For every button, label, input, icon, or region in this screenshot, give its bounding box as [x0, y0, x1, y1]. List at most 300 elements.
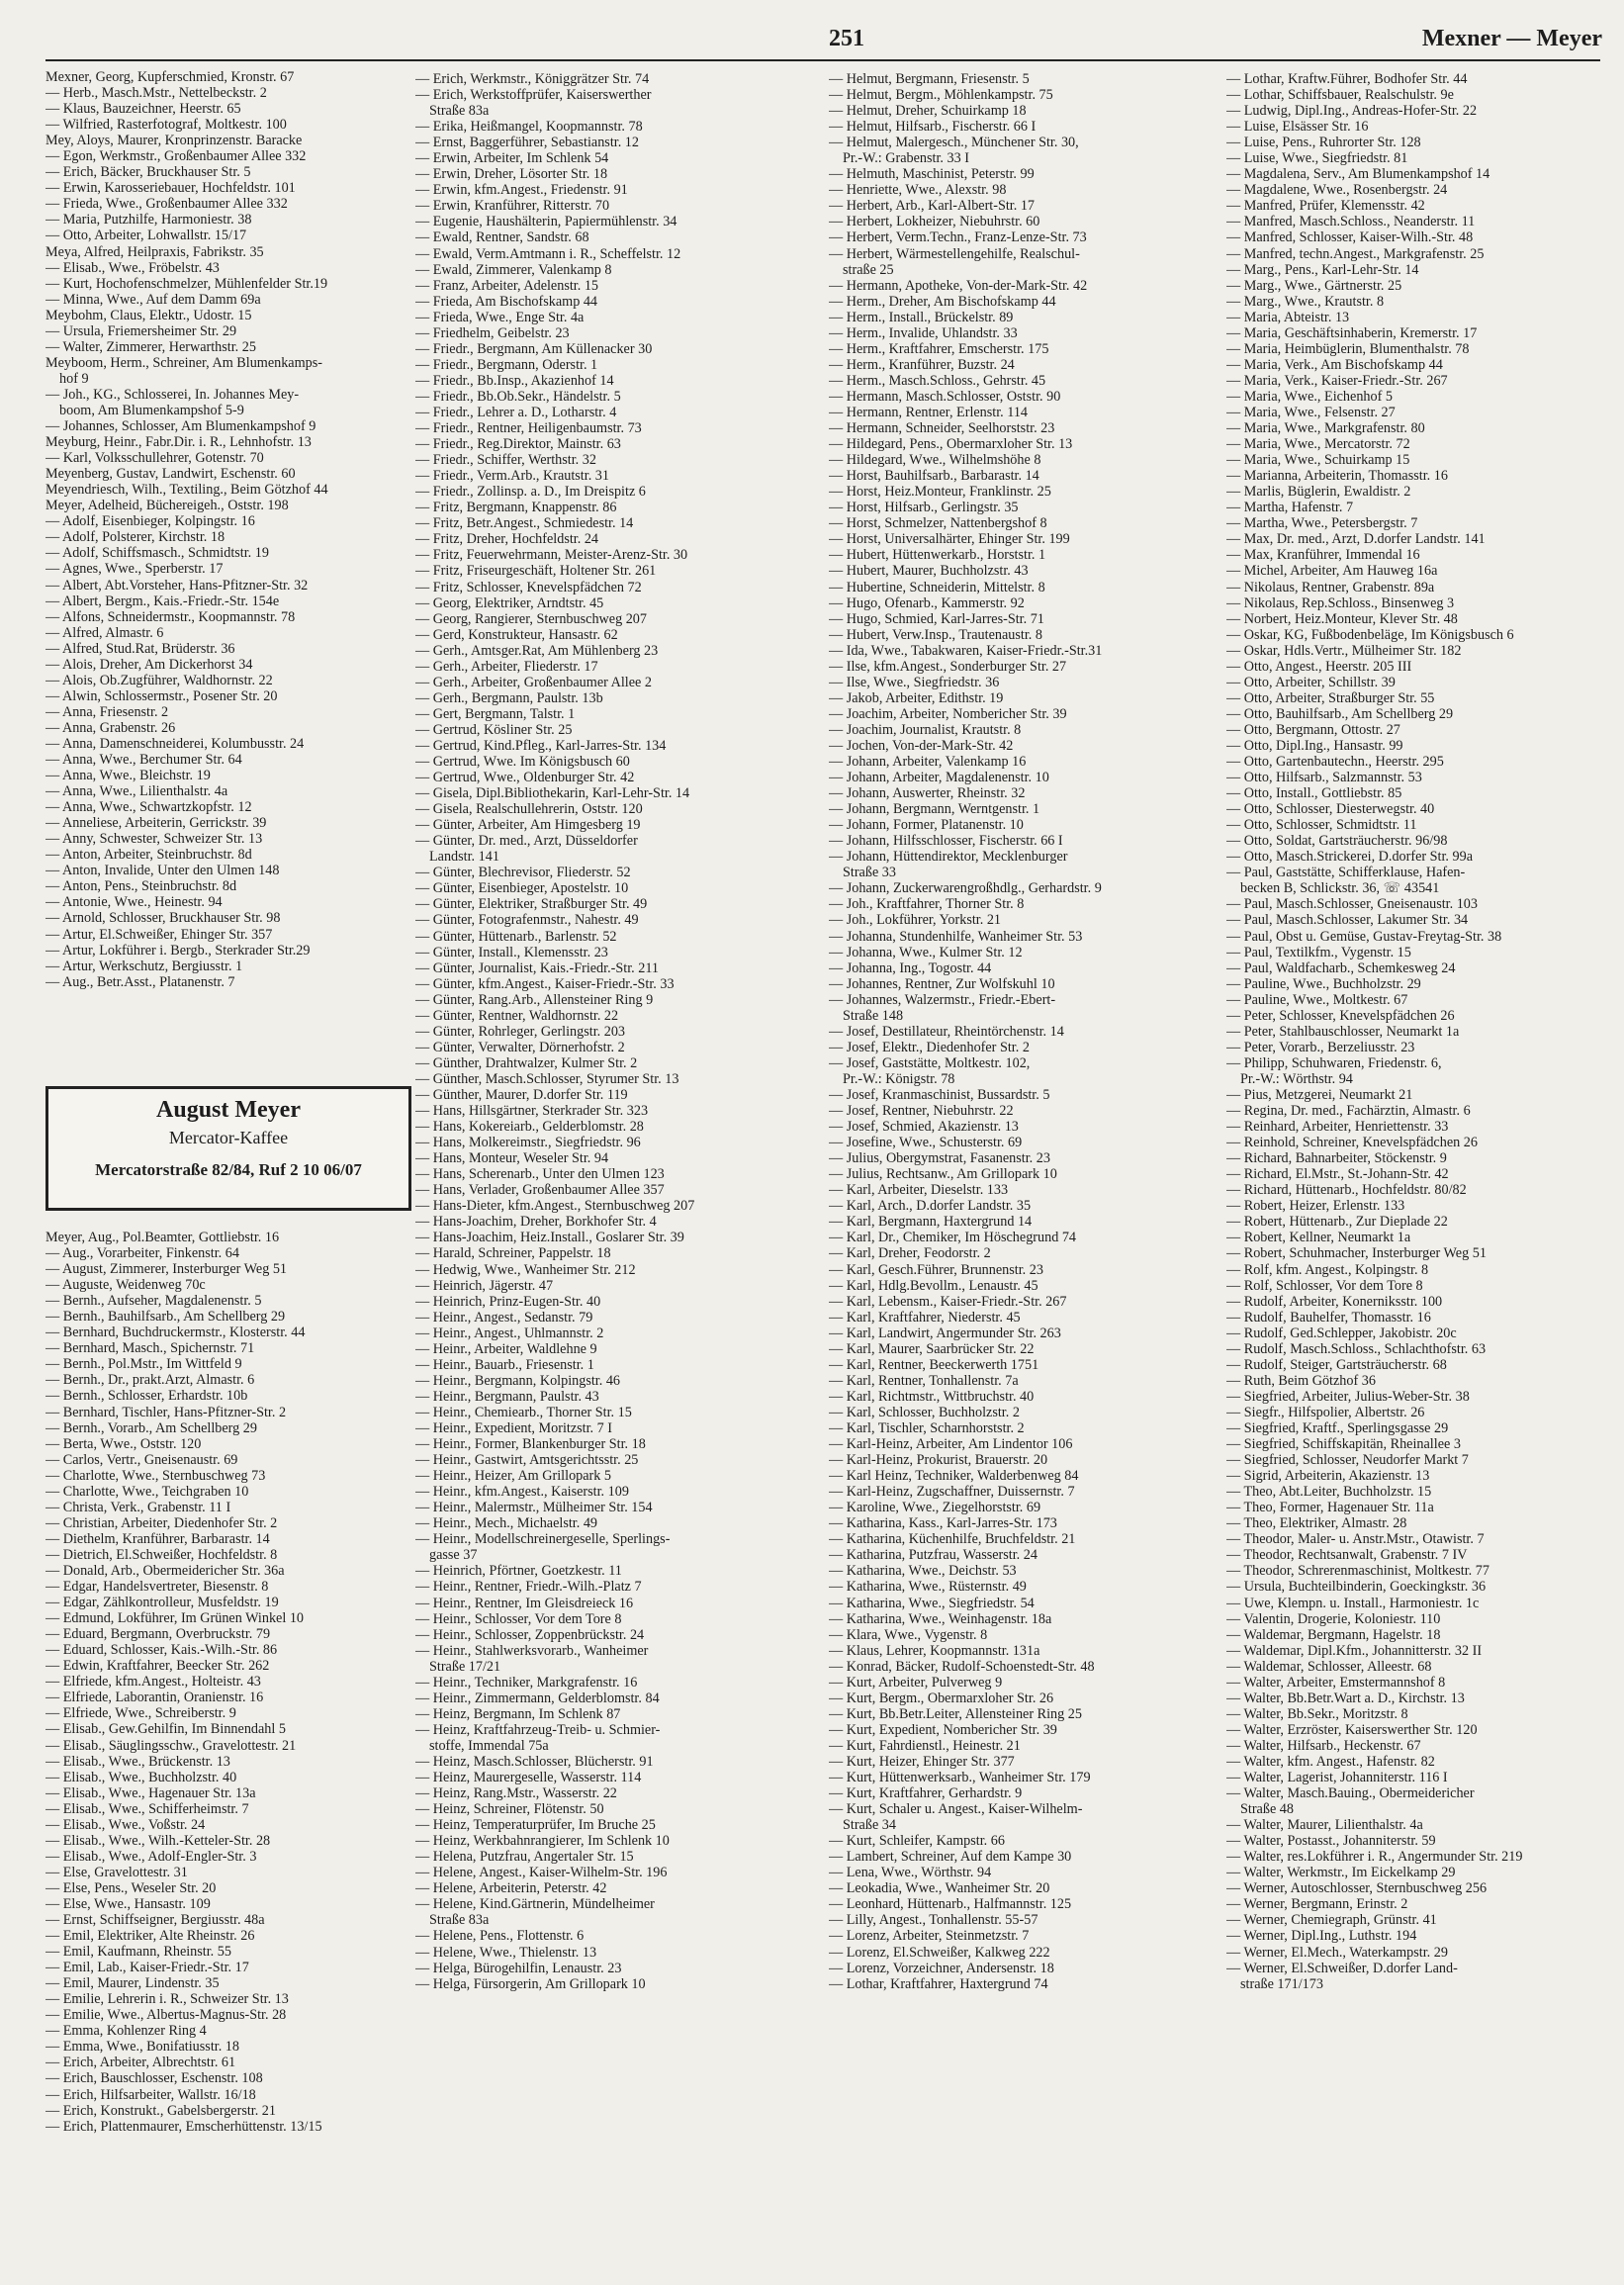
directory-entry: — Lambert, Schreiner, Auf dem Kampe 30	[829, 1849, 1072, 1866]
directory-entry: — Frieda, Wwe., Enge Str. 4a	[415, 309, 585, 325]
directory-entry: — Hans-Joachim, Dreher, Borkhofer Str. 4	[415, 1214, 657, 1231]
directory-entry: — Waldemar, Dipl.Kfm., Johannitterstr. 32 II	[1226, 1642, 1483, 1659]
directory-entry: — Karl-Heinz, Arbeiter, Am Lindentor 106	[829, 1436, 1073, 1453]
directory-entry: — Hans-Dieter, kfm.Angest., Sternbuschweg 207	[415, 1198, 695, 1215]
directory-entry: — Herbert, Arb., Karl-Albert-Str. 17	[829, 198, 1036, 215]
directory-entry: — Kurt, Hüttenwerksarb., Wanheimer Str. 179	[829, 1770, 1091, 1786]
directory-entry: — Walter, Erzröster, Kaiserswerther Str. 120	[1226, 1721, 1478, 1738]
directory-entry: — Karl-Heinz, Zugschaffner, Duissernstr. 7	[829, 1484, 1075, 1501]
directory-entry: — Kurt, Bb.Betr.Leiter, Allensteiner Ring 25	[829, 1705, 1082, 1722]
directory-entry: — Heinr., Arbeiter, Waldlehne 9	[415, 1340, 597, 1357]
directory-entry: — Jochen, Von-der-Mark-Str. 42	[829, 737, 1014, 754]
directory-entry: — Peter, Schlosser, Knevelspfädchen 26	[1226, 1007, 1455, 1024]
directory-entry: — Friedhelm, Geibelstr. 23	[415, 324, 570, 341]
directory-entry: — Marg., Pens., Karl-Lehr-Str. 14	[1226, 261, 1419, 278]
directory-entry: — Helene, Angest., Kaiser-Wilhelm-Str. 196	[415, 1865, 668, 1881]
directory-entry: — Walter, Maurer, Lilienthalstr. 4a	[1226, 1817, 1423, 1834]
directory-entry: — Otto, Arbeiter, Lohwallstr. 15/17	[45, 228, 247, 244]
directory-entry: — Kurt, Kraftfahrer, Gerhardstr. 9	[829, 1785, 1023, 1802]
directory-entry: — Elfriede, Wwe., Schreiberstr. 9	[45, 1705, 236, 1722]
directory-entry: — Johann, Bergmann, Werntgenstr. 1	[829, 801, 1040, 818]
running-head: Mexner — Meyer	[1421, 26, 1602, 51]
directory-entry: — Paul, Masch.Schlosser, Lakumer Str. 34	[1226, 912, 1469, 929]
directory-entry: — Johanna, Ing., Togostr. 44	[829, 960, 992, 976]
column-2	[415, 71, 783, 1992]
directory-entry: — Peter, Vorarb., Berzeliusstr. 23	[1226, 1039, 1415, 1055]
directory-entry: — Ernst, Baggerführer, Sebastianstr. 12	[415, 135, 639, 151]
directory-entry: — Katharina, Wwe., Rüsternstr. 49	[829, 1579, 1027, 1596]
directory-entry: — Horst, Schmelzer, Nattenbergshof 8	[829, 515, 1047, 532]
page-number: 251	[829, 26, 864, 51]
directory-entry: — Else, Wwe., Hansastr. 109	[45, 1895, 211, 1912]
page-header	[45, 24, 1606, 61]
directory-entry: — Friedr., Zollinsp. a. D., Im Dreispitz 6	[415, 484, 646, 501]
directory-entry: — Heinz, Schreiner, Flötenstr. 50	[415, 1801, 604, 1818]
directory-entry: — Friedr., Bb.Ob.Sekr., Händelstr. 5	[415, 388, 621, 405]
directory-entry: — Gertrud, Wwe., Oldenburger Str. 42	[415, 770, 635, 786]
directory-entry: — Klaus, Lehrer, Koopmannstr. 131a	[829, 1642, 1040, 1659]
directory-entry: — Max, Kranführer, Immendal 16	[1226, 547, 1420, 564]
directory-entry: — Friedr., Verm.Arb., Krautstr. 31	[415, 468, 609, 485]
directory-entry: — Bernh., Bauhilfsarb., Am Schellberg 29	[45, 1309, 286, 1325]
directory-entry: — Henriette, Wwe., Alexstr. 98	[829, 182, 1007, 199]
directory-entry: — Leokadia, Wwe., Wanheimer Str. 20	[829, 1880, 1050, 1897]
directory-entry: — Gerh., Arbeiter, Großenbaumer Allee 2	[415, 674, 652, 690]
directory-entry: — Anton, Invalide, Unter den Ulmen 148	[45, 863, 280, 879]
directory-entry: — Christa, Verk., Grabenstr. 11 I	[45, 1499, 231, 1515]
directory-entry: — Marianna, Arbeiterin, Thomasstr. 16	[1226, 468, 1448, 485]
directory-entry: — Anna, Wwe., Bleichstr. 19	[45, 768, 211, 784]
directory-entry: — Bernhard, Tischler, Hans-Pfitzner-Str. 2	[45, 1404, 287, 1420]
directory-entry: — Elisab., Wwe., Wilh.-Ketteler-Str. 28	[45, 1832, 271, 1849]
directory-entry: — Berta, Wwe., Oststr. 120	[45, 1435, 202, 1452]
directory-entry: — Marlis, Büglerin, Ewaldistr. 2	[1226, 484, 1411, 501]
directory-entry: — Heinz, Rang.Mstr., Wasserstr. 22	[415, 1785, 617, 1802]
directory-entry: stoffe, Immendal 75a	[429, 1737, 549, 1754]
directory-entry: — Erich, Werkstoffprüfer, Kaiserswerther	[415, 87, 652, 104]
directory-entry: — Alfons, Schneidermstr., Koopmannstr. 78	[45, 608, 296, 625]
directory-entry: — Günter, Arbeiter, Am Himgesberg 19	[415, 817, 641, 834]
directory-entry: — Johann, Former, Platanenstr. 10	[829, 817, 1024, 834]
directory-entry: — Katharina, Küchenhilfe, Bruchfeldstr. 21	[829, 1531, 1076, 1548]
directory-entry: — Bernh., Schlosser, Erhardstr. 10b	[45, 1388, 248, 1405]
directory-entry: — Katharina, Kass., Karl-Jarres-Str. 173	[829, 1515, 1057, 1532]
directory-entry: — Karl, Kraftfahrer, Niederstr. 45	[829, 1309, 1021, 1325]
directory-entry: — Aug., Vorarbeiter, Finkenstr. 64	[45, 1245, 239, 1262]
directory-entry: — Arnold, Schlosser, Bruckhauser Str. 98	[45, 910, 281, 927]
directory-entry: — Anny, Schwester, Schweizer Str. 13	[45, 831, 263, 848]
directory-entry: — Ilse, Wwe., Siegfriedstr. 36	[829, 674, 1000, 690]
directory-entry: — Helmut, Bergmann, Friesenstr. 5	[829, 71, 1030, 87]
directory-entry: — Ilse, kfm.Angest., Sonderburger Str. 27	[829, 658, 1067, 675]
directory-entry: — Friedr., Bergmann, Am Küllenacker 30	[415, 340, 653, 357]
directory-entry: — Maria, Verk., Am Bischofskamp 44	[1226, 356, 1443, 373]
directory-entry: — Minna, Wwe., Auf dem Damm 69a	[45, 291, 261, 308]
directory-entry: — Friedr., Bb.Insp., Akazienhof 14	[415, 372, 614, 389]
directory-entry: — Manfred, Prüfer, Klemensstr. 42	[1226, 198, 1425, 215]
directory-entry: Straße 34	[843, 1817, 896, 1834]
directory-entry: — Heinr., Former, Blankenburger Str. 18	[415, 1436, 646, 1453]
directory-entry: — Eduard, Bergmann, Overbruckstr. 79	[45, 1626, 271, 1643]
directory-entry: — Günter, Rohrleger, Gerlingstr. 203	[415, 1023, 626, 1040]
directory-entry: — Hubertine, Schneiderin, Mittelstr. 8	[829, 579, 1045, 595]
directory-entry: — Heinr., kfm.Angest., Kaiserstr. 109	[415, 1484, 629, 1501]
directory-entry: — Emil, Lab., Kaiser-Friedr.-Str. 17	[45, 1960, 249, 1976]
column-1-lower	[45, 1230, 413, 2135]
directory-entry: — Albert, Abt.Vorsteher, Hans-Pfitzner-Str. 32	[45, 577, 309, 594]
directory-entry: — Heinrich, Prinz-Eugen-Str. 40	[415, 1293, 601, 1310]
directory-entry: — Richard, Hüttenarb., Hochfeldstr. 80/82	[1226, 1182, 1467, 1199]
directory-entry: — Otto, Gartenbautechn., Heerstr. 295	[1226, 754, 1444, 771]
directory-entry: — Johanna, Stundenhilfe, Wanheimer Str. 53	[829, 928, 1083, 945]
directory-entry: — Gertrud, Kösliner Str. 25	[415, 721, 573, 738]
directory-entry: — Lorenz, El.Schweißer, Kalkweg 222	[829, 1944, 1050, 1961]
directory-entry: — Günther, Masch.Schlosser, Styrumer Str. 13	[415, 1070, 679, 1087]
directory-entry: — Emil, Kaufmann, Rheinstr. 55	[45, 1944, 231, 1961]
directory-entry: — Rudolf, Arbeiter, Konerniksstr. 100	[1226, 1293, 1443, 1310]
directory-entry: — Heinr., Techniker, Markgrafenstr. 16	[415, 1674, 638, 1691]
directory-entry: — Gerd, Konstrukteur, Hansastr. 62	[415, 626, 618, 643]
directory-entry: — Auguste, Weidenweg 70c	[45, 1277, 206, 1294]
directory-entry: — Max, Dr. med., Arzt, D.dorfer Landstr. 141	[1226, 531, 1486, 548]
directory-entry: — Horst, Heiz.Monteur, Franklinstr. 25	[829, 484, 1051, 501]
directory-entry: — Maria, Wwe., Mercatorstr. 72	[1226, 436, 1410, 453]
directory-entry: Pr.-W.: Wörthstr. 94	[1240, 1070, 1353, 1087]
directory-entry: Pr.-W.: Königstr. 78	[843, 1070, 955, 1087]
directory-entry: — Valentin, Drogerie, Koloniestr. 110	[1226, 1610, 1441, 1627]
directory-entry: — Magdalene, Wwe., Rosenbergstr. 24	[1226, 182, 1448, 199]
directory-entry: — Elisab., Gew.Gehilfin, Im Binnendahl 5	[45, 1721, 286, 1738]
directory-entry: — Katharina, Wwe., Deichstr. 53	[829, 1563, 1017, 1580]
directory-entry: — Hildegard, Pens., Obermarxloher Str. 13	[829, 436, 1073, 453]
directory-entry: — Horst, Hilfsarb., Gerlingstr. 35	[829, 500, 1019, 516]
directory-entry: — Rolf, kfm. Angest., Kolpingstr. 8	[1226, 1261, 1429, 1278]
directory-entry: — Günter, Eisenbieger, Apostelstr. 10	[415, 880, 629, 897]
directory-entry: — Herb., Masch.Mstr., Nettelbeckstr. 2	[45, 85, 267, 102]
directory-entry: — Gerh., Amtsger.Rat, Am Mühlenberg 23	[415, 642, 659, 659]
directory-entry: — Helga, Bürogehilfin, Lenaustr. 23	[415, 1960, 622, 1976]
directory-entry: — Otto, Install., Gottliebstr. 85	[1226, 785, 1402, 802]
directory-entry: — Johann, Hüttendirektor, Mecklenburger	[829, 849, 1068, 866]
directory-entry: — Ewald, Zimmerer, Valenkamp 8	[415, 261, 612, 278]
directory-entry: — Norbert, Heiz.Monteur, Klever Str. 48	[1226, 610, 1458, 627]
directory-entry: — Hubert, Maurer, Buchholzstr. 43	[829, 563, 1029, 580]
directory-entry: — Karl, Landwirt, Angermunder Str. 263	[829, 1325, 1061, 1341]
directory-entry: — Walter, Werkmstr., Im Eickelkamp 29	[1226, 1865, 1456, 1881]
directory-entry: — Herbert, Verm.Techn., Franz-Lenze-Str. 73	[829, 229, 1087, 246]
directory-entry: — Lorenz, Arbeiter, Steinmetzstr. 7	[829, 1928, 1030, 1945]
directory-entry: — Otto, Schlosser, Schmidtstr. 11	[1226, 817, 1417, 834]
directory-entry: Meybohm, Claus, Elektr., Udostr. 15	[45, 307, 252, 323]
directory-entry: — Johann, Auswerter, Rheinstr. 32	[829, 785, 1026, 802]
directory-entry: — Erwin, Arbeiter, Im Schlenk 54	[415, 150, 609, 167]
directory-entry: — Paul, Waldfacharb., Schemkesweg 24	[1226, 960, 1456, 976]
directory-entry: — Erich, Plattenmaurer, Emscherhüttenstr. 13/15	[45, 2118, 322, 2135]
directory-entry: — Reinhard, Arbeiter, Henriettenstr. 33	[1226, 1119, 1449, 1136]
directory-entry: — Helene, Arbeiterin, Peterstr. 42	[415, 1880, 607, 1897]
directory-entry: — Hans, Hillsgärtner, Sterkrader Str. 323	[415, 1103, 649, 1120]
directory-entry: — Heinr., Malermstr., Mülheimer Str. 154	[415, 1500, 653, 1516]
directory-entry: — Günter, Verwalter, Dörnerhofstr. 2	[415, 1039, 625, 1055]
directory-entry: — Heinz, Maurergeselle, Wasserstr. 114	[415, 1770, 642, 1786]
directory-entry: Mexner, Georg, Kupferschmied, Kronstr. 67	[45, 69, 295, 85]
directory-entry: — Herm., Kranführer, Buzstr. 24	[829, 356, 1015, 373]
directory-entry: — Otto, Soldat, Gartsträucherstr. 96/98	[1226, 833, 1448, 850]
directory-entry: — Heinr., Bergmann, Kolpingstr. 46	[415, 1372, 621, 1389]
directory-entry: — Anton, Arbeiter, Steinbruchstr. 8d	[45, 847, 252, 864]
directory-entry: — Maria, Wwe., Markgrafenstr. 80	[1226, 420, 1425, 437]
directory-entry: — Hugo, Ofenarb., Kammerstr. 92	[829, 594, 1025, 611]
directory-entry: — Heinz, Werkbahnrangierer, Im Schlenk 10	[415, 1833, 670, 1850]
directory-entry: — Heinz, Temperaturprüfer, Im Bruche 25	[415, 1817, 656, 1834]
directory-entry: — Friedr., Lehrer a. D., Lotharstr. 4	[415, 404, 617, 420]
directory-entry: — Frieda, Wwe., Großenbaumer Allee 332	[45, 196, 288, 213]
directory-entry: — Günter, Rentner, Waldhornstr. 22	[415, 1007, 619, 1024]
directory-entry: — Dietrich, El.Schweißer, Hochfeldstr. 8	[45, 1546, 278, 1563]
directory-entry: — Eugenie, Haushälterin, Papiermühlenstr. 34	[415, 214, 677, 230]
directory-entry: — Helene, Wwe., Thielenstr. 13	[415, 1944, 597, 1961]
directory-entry: Meyer, Aug., Pol.Beamter, Gottliebstr. 16	[45, 1230, 280, 1245]
directory-entry: — Else, Gravelottestr. 31	[45, 1864, 188, 1880]
directory-entry: — Heinrich, Jägerstr. 47	[415, 1277, 554, 1294]
directory-entry: — Gisela, Dipl.Bibliothekarin, Karl-Lehr-Str. 14	[415, 785, 690, 802]
directory-entry: — Richard, Bahnarbeiter, Stöckenstr. 9	[1226, 1150, 1447, 1167]
directory-entry: — Günther, Drahtwalzer, Kulmer Str. 2	[415, 1054, 638, 1071]
directory-entry: — Ursula, Buchteilbinderin, Goeckingkstr. 36	[1226, 1579, 1487, 1596]
directory-entry: — Katharina, Wwe., Weinhagenstr. 18a	[829, 1610, 1052, 1627]
directory-entry: Mey, Aloys, Maurer, Kronprinzenstr. Baracke	[45, 133, 303, 149]
directory-entry: — Artur, Lokführer i. Bergb., Sterkrader Str.29	[45, 942, 311, 959]
directory-entry: straße 25	[843, 261, 894, 278]
directory-entry: Straße 83a	[429, 103, 490, 120]
directory-entry: — Heinr., Bergmann, Paulstr. 43	[415, 1388, 599, 1405]
directory-entry: — Leonhard, Hüttenarb., Halfmannstr. 125	[829, 1896, 1072, 1913]
directory-entry: — Adolf, Polsterer, Kirchstr. 18	[45, 529, 226, 546]
directory-entry: — Josef, Elektr., Diedenhofer Str. 2	[829, 1039, 1030, 1055]
column-1	[45, 69, 413, 990]
directory-entry: — Manfred, Masch.Schloss., Neanderstr. 11	[1226, 214, 1476, 230]
directory-entry: — Heinr., Angest., Sedanstr. 79	[415, 1309, 593, 1325]
directory-entry: — Alwin, Schlossermstr., Posener Str. 20	[45, 687, 278, 704]
directory-entry: — Alfred, Stud.Rat, Brüderstr. 36	[45, 640, 235, 657]
directory-entry: — Karl, Rentner, Tonhallenstr. 7a	[829, 1372, 1019, 1389]
directory-entry: — Theo, Elektriker, Almastr. 28	[1226, 1515, 1407, 1532]
directory-entry: Straße 48	[1240, 1801, 1294, 1818]
directory-entry: — Hugo, Schmied, Karl-Jarres-Str. 71	[829, 610, 1044, 627]
directory-entry: — Werner, Dipl.Ing., Luthstr. 194	[1226, 1928, 1417, 1945]
directory-entry: — Anna, Friesenstr. 2	[45, 703, 169, 720]
directory-entry: — Erich, Arbeiter, Albrechtstr. 61	[45, 2055, 236, 2071]
directory-entry: — Michel, Arbeiter, Am Hauweg 16a	[1226, 563, 1438, 580]
directory-entry: — Georg, Elektriker, Arndtstr. 45	[415, 594, 604, 611]
directory-entry: — Karl, Gesch.Führer, Brunnenstr. 23	[829, 1261, 1043, 1278]
directory-entry: — Manfred, Schlosser, Kaiser-Wilh.-Str. 48	[1226, 229, 1474, 246]
directory-entry: — Friedr., Reg.Direktor, Mainstr. 63	[415, 436, 621, 453]
directory-entry: — Maria, Wwe., Eichenhof 5	[1226, 388, 1393, 405]
directory-entry: — Hans, Kokereiarb., Gelderblomstr. 28	[415, 1119, 644, 1136]
directory-entry: — Paul, Masch.Schlosser, Gneisenaustr. 103	[1226, 896, 1478, 913]
directory-entry: — Martha, Hafenstr. 7	[1226, 500, 1354, 516]
directory-entry: — Anna, Wwe., Berchumer Str. 64	[45, 752, 242, 769]
ad-name: August Meyer	[156, 1097, 301, 1123]
directory-entry: — Luise, Wwe., Siegfriedstr. 81	[1226, 150, 1408, 167]
directory-entry: straße 171/173	[1240, 1975, 1323, 1992]
directory-entry: — Günter, Elektriker, Straßburger Str. 49	[415, 896, 648, 913]
directory-entry: — Hermann, Masch.Schlosser, Oststr. 90	[829, 388, 1061, 405]
directory-entry: — Ursula, Friemersheimer Str. 29	[45, 322, 237, 339]
directory-entry: — Erich, Bauschlosser, Eschenstr. 108	[45, 2070, 263, 2087]
directory-entry: — Otto, Dipl.Ing., Hansastr. 99	[1226, 737, 1403, 754]
directory-entry: — Johannes, Rentner, Zur Wolfskuhl 10	[829, 975, 1055, 992]
directory-entry: — Werner, Autoschlosser, Sternbuschweg 256	[1226, 1880, 1488, 1897]
directory-entry: — Günther, Maurer, D.dorfer Str. 119	[415, 1087, 628, 1103]
directory-entry: — Anna, Damenschneiderei, Kolumbusstr. 24	[45, 735, 305, 752]
directory-entry: — Günter, Fotografenmstr., Nahestr. 49	[415, 912, 639, 929]
directory-entry: — Lilly, Angest., Tonhallenstr. 55-57	[829, 1912, 1038, 1929]
directory-entry: — Adolf, Schiffsmasch., Schmidtstr. 19	[45, 545, 269, 562]
directory-entry: — Antonie, Wwe., Heinestr. 94	[45, 894, 223, 911]
directory-entry: — Joachim, Journalist, Krautstr. 8	[829, 721, 1022, 738]
directory-entry: — Hildegard, Wwe., Wilhelmshöhe 8	[829, 452, 1041, 469]
directory-entry: — Rudolf, Bauhelfer, Thomasstr. 16	[1226, 1309, 1431, 1325]
directory-entry: — Hans-Joachim, Heiz.Install., Goslarer Str. 39	[415, 1230, 684, 1246]
directory-entry: — Elisab., Wwe., Buchholzstr. 40	[45, 1769, 237, 1785]
column-3	[829, 71, 1197, 1992]
directory-entry: — Hans, Monteur, Weseler Str. 94	[415, 1150, 609, 1167]
directory-entry: — Herm., Masch.Schloss., Gehrstr. 45	[829, 372, 1046, 389]
directory-entry: — Paul, Textilkfm., Vygenstr. 15	[1226, 944, 1411, 960]
directory-entry: — Elisab., Wwe., Hagenauer Str. 13a	[45, 1784, 256, 1801]
header-rule	[45, 59, 1600, 61]
directory-entry: — Otto, Masch.Strickerei, D.dorfer Str. 99a	[1226, 849, 1474, 866]
directory-entry: — Heinr., Heizer, Am Grillopark 5	[415, 1468, 612, 1485]
directory-entry: — Karl, Dr., Chemiker, Im Höschegrund 74	[829, 1230, 1077, 1246]
directory-entry: — Heinr., Zimmermann, Gelderblomstr. 84	[415, 1690, 660, 1706]
directory-entry: becken B, Schlickstr. 36, ☏ 43541	[1240, 880, 1440, 897]
directory-entry: — Heinz, Kraftfahrzeug-Treib- u. Schmier-	[415, 1721, 661, 1738]
directory-entry: — Helmut, Bergm., Möhlenkampstr. 75	[829, 87, 1053, 104]
directory-entry: — Heinrich, Pförtner, Goetzkestr. 11	[415, 1563, 622, 1580]
directory-entry: — Karoline, Wwe., Ziegelhorststr. 69	[829, 1500, 1041, 1516]
directory-entry: — Alfred, Almastr. 6	[45, 624, 164, 641]
directory-entry: — Ida, Wwe., Tabakwaren, Kaiser-Friedr.-Str.31	[829, 642, 1103, 659]
directory-entry: — Theo, Abt.Leiter, Buchholzstr. 15	[1226, 1484, 1432, 1501]
directory-entry: — Reinhold, Schreiner, Knevelspfädchen 26	[1226, 1135, 1478, 1151]
directory-entry: — Fritz, Friseurgeschäft, Holtener Str. 261	[415, 563, 657, 580]
directory-entry: — Wilfried, Rasterfotograf, Moltkestr. 100	[45, 117, 287, 134]
directory-entry: — Katharina, Putzfrau, Wasserstr. 24	[829, 1547, 1038, 1564]
directory-entry: — Carlos, Vertr., Gneisenaustr. 69	[45, 1451, 238, 1468]
directory-entry: — Katharina, Wwe., Siegfriedstr. 54	[829, 1595, 1035, 1611]
directory-entry: — Edmund, Lokführer, Im Grünen Winkel 10	[45, 1610, 305, 1627]
directory-entry: — Fritz, Betr.Angest., Schmiedestr. 14	[415, 515, 634, 532]
directory-entry: — Lothar, Kraftw.Führer, Bodhofer Str. 44	[1226, 71, 1468, 87]
directory-entry: — Charlotte, Wwe., Sternbuschweg 73	[45, 1467, 266, 1484]
directory-entry: Meyboom, Herm., Schreiner, Am Blumenkamps-	[45, 354, 322, 371]
directory-entry: — Theodor, Maler- u. Anstr.Mstr., Otawistr. 7	[1226, 1531, 1485, 1548]
directory-entry: — Richard, El.Mstr., St.-Johann-Str. 42	[1226, 1166, 1449, 1183]
directory-entry: — Günter, Dr. med., Arzt, Düsseldorfer	[415, 833, 638, 850]
directory-entry: — August, Zimmerer, Insterburger Weg 51	[45, 1261, 288, 1278]
directory-entry: — Ruth, Beim Götzhof 36	[1226, 1372, 1376, 1389]
directory-entry: — Waldemar, Bergmann, Hagelstr. 18	[1226, 1626, 1441, 1643]
directory-entry: — Josef, Destillateur, Rheintörchenstr. 14	[829, 1023, 1064, 1040]
directory-entry: — Bernh., Vorarb., Am Schellberg 29	[45, 1419, 257, 1436]
directory-entry: — Helmuth, Maschinist, Peterstr. 99	[829, 166, 1035, 183]
directory-entry: — Kurt, Heizer, Ehinger Str. 377	[829, 1753, 1015, 1770]
directory-entry: — Anneliese, Arbeiterin, Gerrickstr. 39	[45, 815, 267, 832]
directory-entry: Landstr. 141	[429, 849, 499, 866]
directory-entry: — Joh., Lokführer, Yorkstr. 21	[829, 912, 1002, 929]
directory-entry: — Johanna, Wwe., Kulmer Str. 12	[829, 944, 1023, 960]
directory-entry: — Walter, Lagerist, Johanniterstr. 116 I	[1226, 1770, 1448, 1786]
directory-entry: — Heinr., Rentner, Im Gleisdreieck 16	[415, 1595, 634, 1611]
directory-entry: — Theodor, Schrerenmaschinist, Moltkestr. 77	[1226, 1563, 1489, 1580]
directory-entry: — Josef, Gaststätte, Moltkestr. 102,	[829, 1054, 1031, 1071]
directory-entry: — Josef, Kranmaschinist, Bussardstr. 5	[829, 1087, 1050, 1103]
directory-entry: — Karl Heinz, Techniker, Walderbenweg 84	[829, 1468, 1079, 1485]
directory-entry: — Werner, Bergmann, Erinstr. 2	[1226, 1896, 1408, 1913]
directory-entry: — Ewald, Verm.Amtmann i. R., Scheffelstr. 12	[415, 245, 681, 262]
directory-entry: — Nikolaus, Rep.Schloss., Binsenweg 3	[1226, 594, 1455, 611]
directory-entry: — Hans, Verlader, Großenbaumer Allee 357	[415, 1182, 665, 1199]
directory-entry: — Günter, Hüttenarb., Barlenstr. 52	[415, 928, 617, 945]
directory-entry: — Walter, Bb.Betr.Wart a. D., Kirchstr. 13	[1226, 1690, 1465, 1706]
directory-entry: — Heinr., Angest., Uhlmannstr. 2	[415, 1325, 604, 1341]
directory-entry: Meyer, Adelheid, Büchereigeh., Oststr. 198	[45, 498, 289, 514]
directory-entry: Straße 83a	[429, 1912, 490, 1929]
directory-entry: — Helene, Kind.Gärtnerin, Mündelheimer	[415, 1896, 655, 1913]
directory-entry: — Franz, Arbeiter, Adelenstr. 15	[415, 277, 599, 294]
directory-entry: — Ludwig, Dipl.Ing., Andreas-Hofer-Str. 22	[1226, 103, 1478, 120]
column-4	[1226, 71, 1594, 1992]
directory-entry: Straße 17/21	[429, 1658, 501, 1675]
directory-entry: — Robert, Schuhmacher, Insterburger Weg 51	[1226, 1245, 1487, 1262]
directory-entry: — Uwe, Klempn. u. Install., Harmoniestr. 1c	[1226, 1595, 1480, 1611]
directory-entry: — Regina, Dr. med., Fachärztin, Almastr. 6	[1226, 1103, 1471, 1120]
directory-entry: — Günter, Blechrevisor, Fliederstr. 52	[415, 865, 631, 881]
directory-entry: — Herm., Kraftfahrer, Emscherstr. 175	[829, 340, 1049, 357]
directory-entry: — Fritz, Dreher, Hochfeldstr. 24	[415, 531, 599, 548]
directory-entry: — Nikolaus, Rentner, Grabenstr. 89a	[1226, 579, 1435, 595]
directory-entry: — Karl, Lebensm., Kaiser-Friedr.-Str. 267	[829, 1293, 1067, 1310]
directory-entry: — Edgar, Handelsvertreter, Biesenstr. 8	[45, 1579, 269, 1596]
directory-entry: — Heinr., Modellschreinergeselle, Sperlings-	[415, 1531, 671, 1548]
directory-entry: — Johann, Arbeiter, Magdalenenstr. 10	[829, 770, 1049, 786]
directory-entry: — Erich, Bäcker, Bruckhauser Str. 5	[45, 164, 251, 181]
directory-entry: — Erwin, Kranführer, Ritterstr. 70	[415, 198, 610, 215]
directory-entry: — Rudolf, Ged.Schlepper, Jakobistr. 20c	[1226, 1325, 1457, 1341]
directory-entry: — Friedr., Schiffer, Werthstr. 32	[415, 452, 596, 469]
directory-entry: — Kurt, Arbeiter, Pulverweg 9	[829, 1674, 1003, 1691]
directory-entry: — Edwin, Kraftfahrer, Beecker Str. 262	[45, 1658, 270, 1675]
directory-entry: — Helmut, Malergesch., Münchener Str. 30,	[829, 135, 1079, 151]
directory-entry: — Ernst, Schiffseigner, Bergiusstr. 48a	[45, 1912, 265, 1929]
directory-entry: — Robert, Hüttenarb., Zur Dieplade 22	[1226, 1214, 1448, 1231]
directory-entry: Meyburg, Heinr., Fabr.Dir. i. R., Lehnhofstr. 13	[45, 434, 312, 451]
directory-entry: — Erika, Heißmangel, Koopmannstr. 78	[415, 119, 643, 136]
directory-entry: — Egon, Werkmstr., Großenbaumer Allee 332	[45, 148, 307, 165]
directory-entry: — Kurt, Bergm., Obermarxloher Str. 26	[829, 1690, 1054, 1706]
directory-entry: — Josefine, Wwe., Schusterstr. 69	[829, 1135, 1023, 1151]
directory-entry: — Paul, Obst u. Gemüse, Gustav-Freytag-Str. 38	[1226, 928, 1502, 945]
directory-entry: — Joh., KG., Schlosserei, In. Johannes Mey-	[45, 386, 300, 403]
directory-entry: — Anton, Pens., Steinbruchstr. 8d	[45, 878, 237, 895]
directory-entry: — Manfred, techn.Angest., Markgrafenstr. 25	[1226, 245, 1485, 262]
directory-entry: — Pauline, Wwe., Moltkestr. 67	[1226, 991, 1408, 1008]
directory-entry: — Helga, Fürsorgerin, Am Grillopark 10	[415, 1975, 646, 1992]
directory-entry: — Maria, Geschäftsinhaberin, Kremerstr. 17	[1226, 324, 1478, 341]
